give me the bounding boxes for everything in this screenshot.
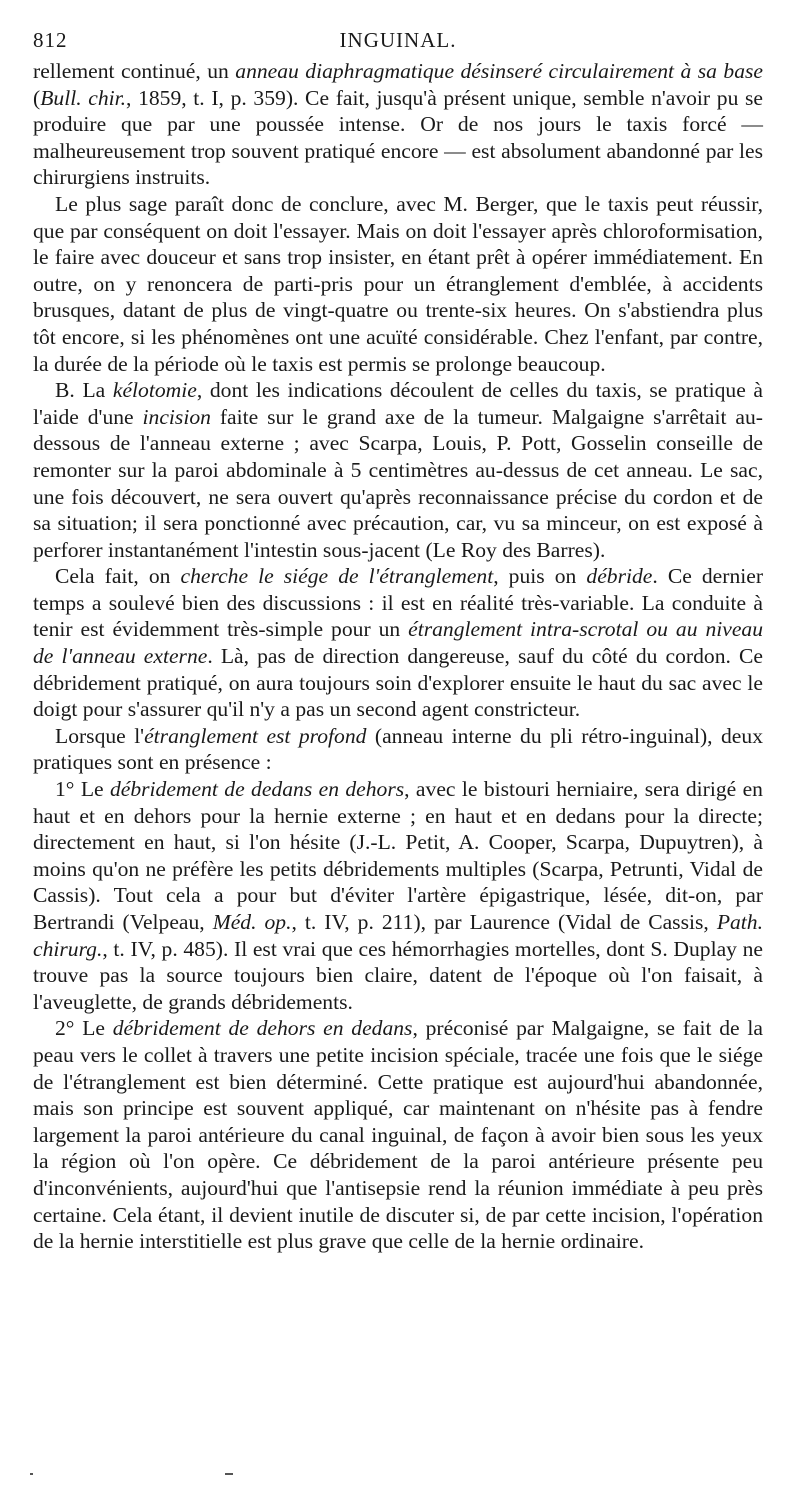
text-run: B. La	[55, 378, 113, 403]
italic-run: Bull. chir.	[40, 85, 127, 110]
text-run: 1° Le	[55, 777, 110, 802]
italic-run: étranglement intra-scrotal ou au niveau de l'anneau externe	[33, 617, 763, 669]
italic-run: Path. chirurg.	[33, 910, 763, 961]
text-run: Cela fait, on	[55, 564, 181, 589]
text-run: . Là, pas de direction dangereuse, sauf du côté du cordon. Ce débridement pratiqué, on aura toujours soin d'explorer ensuite le haut du sac avec le doigt pour s'assurer qu'il n'y a pas un second agent constricteur.	[33, 644, 763, 722]
text-run: Lorsque l'	[55, 723, 145, 748]
ink-speck	[30, 1473, 33, 1475]
text-run: faite sur le grand axe de la tumeur. Malgaigne s'arrêtait au-dessous de l'anneau externe ; avec Scarpa, Louis, P. Pott, Gosselin conseille de remonter sur la paroi abdominale à 5 centimètres au-dessus de cet anneau. Le sac, une fois découvert, ne sera ouvert qu'après reconnaissance précise du cordon et de sa situation; il sera ponctionné avec précaution, car, vu sa minceur, on est exposé à perforer instantanément l'intestin sous-jacent (Le Roy des Barres).	[33, 404, 763, 562]
body-text	[33, 58, 763, 1255]
text-run: , préconisé par Malgaigne, se fait de la peau vers le collet à travers une petite incision spéciale, tracée une fois que le siége de l'étranglement est bien déterminé. Cette pratique est aujourd'hui abandonnée, mais son principe est souvent appliqué, car maintenant on n'hésite pas à fendre largement la paroi antérieure du canal inguinal, de façon à avoir bien sous les yeux la région où l'on opère. Ce débridement de la paroi antérieure présente peu d'inconvénients, aujourd'hui que l'antisepsie rend la réunion immédiate à peu près certaine. Cela étant, il devient inutile de discuter si, de par cette incision, l'opération de la hernie interstitielle est plus grave que celle de la hernie ordinaire.	[33, 1016, 763, 1254]
italic-run: incision	[142, 404, 211, 429]
italic-run: anneau diaphragmatique désinseré circulairement à sa base	[235, 59, 764, 83]
text-run: , 1859, t. I, p. 359). Ce fait, jusqu'à présent unique, semble n'avoir pu se produire que par une poussée intense. Or de nos jours le taxis forcé — malheureusement trop souvent pratiqué encore — est absolument abandonné par les chirurgiens instruits.	[33, 85, 763, 190]
paragraph	[33, 191, 763, 377]
italic-run: étranglement est profond	[144, 723, 367, 748]
paragraph	[33, 58, 763, 191]
text-run: , avec le bistouri herniaire, sera dirigé en haut et en dehors pour la hernie externe ; en haut et en dedans pour la directe; directement en haut, si l'on hésite (J.-L. Petit, A. Cooper, Scarpa, Dupuytren), à moins qu'on ne préfère les petits débridements multiples (Scarpa, Petrunti, Vidal de Cassis). Tout cela a pour but d'éviter l'artère épigastrique, lésée, dit-on, par Bertrandi (Velpeau,	[33, 777, 763, 934]
text-run: (anneau interne du pli rétro-inguinal), deux pratiques sont en présence :	[33, 723, 763, 775]
italic-run: débride	[586, 564, 653, 589]
text-run: Le plus sage paraît donc de conclure, avec M. Berger, que le taxis peut réussir, que par conséquent on doit l'essayer. Mais on doit l'essayer après chloroformisation, le faire avec douceur et sans trop insister, en étant prêt à opérer immédiatement. En outre, on y renoncera de parti-pris pour un étranglement d'emblée, à accidents brusques, datant de plus de vingt-quatre ou trente-six heures. On s'abstiendra plus tôt encore, si les phénomènes ont une acuïté considérable. Chez l'enfant, par contre, la durée de la période où le taxis est permis se prolonge beaucoup.	[33, 191, 763, 376]
ink-speck	[225, 1473, 233, 1475]
text-run: , dont les indications découlent de celles du taxis, se pratique à l'aide d'une	[33, 378, 764, 429]
text-run: , t. IV, p. 211), par Laurence (Vidal de Cassis,	[291, 910, 717, 934]
text-run: (	[33, 85, 41, 110]
paragraph	[33, 1015, 763, 1254]
italic-run: débridement de dedans en dehors	[109, 777, 405, 802]
paragraph	[33, 377, 763, 563]
italic-run: kélotomie	[112, 378, 197, 403]
paragraph	[33, 776, 763, 1015]
italic-run: Méd. op.	[212, 910, 292, 934]
text-run: rellement continué, un	[33, 59, 236, 83]
italic-run: cherche le siége de l'étranglement	[180, 564, 494, 589]
paragraph	[33, 563, 763, 723]
text-run: 2° Le	[55, 1016, 113, 1041]
running-head: INGUINAL.	[339, 28, 457, 52]
print-specks	[30, 1473, 330, 1479]
book-page	[33, 28, 763, 1255]
italic-run: débridement de dehors en dedans	[112, 1016, 413, 1041]
text-run: , puis on	[493, 564, 587, 589]
page-header	[33, 28, 763, 58]
paragraph	[33, 723, 763, 776]
text-run: . Ce dernier temps a soulevé bien des discussions : il est en réalité très-variable. La conduite à tenir est évidemment très-simple pour un	[33, 564, 764, 642]
text-run: , t. IV, p. 485). Il est vrai que ces hémorrhagies mortelles, dont S. Duplay ne trouve pas la source toujours bien claire, datent de l'époque où l'on faisait, à l'aveuglette, de grands débridements.	[33, 936, 763, 1014]
page-number: 812	[33, 28, 68, 52]
